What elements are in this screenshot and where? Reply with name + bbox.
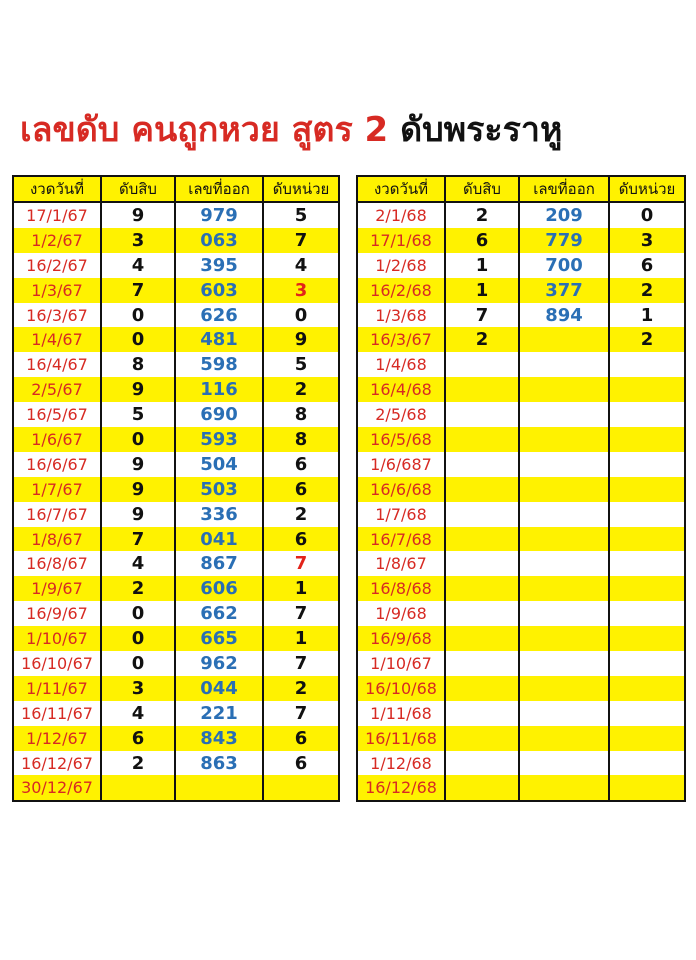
drawn-number-cell: [519, 751, 609, 776]
unit-digit-cell: [609, 775, 685, 801]
date-cell: 16/7/67: [13, 502, 101, 527]
ten-digit-cell: [445, 751, 519, 776]
drawn-number-cell: 041: [175, 527, 263, 552]
date-cell: 1/6/687: [357, 452, 445, 477]
table-row: [13, 303, 339, 328]
ten-digit-cell: 2: [445, 327, 519, 352]
date-cell: 16/3/67: [357, 327, 445, 352]
unit-digit-cell: 7: [263, 701, 339, 726]
drawn-number-cell: 063: [175, 228, 263, 253]
unit-digit-cell: [609, 377, 685, 402]
ten-digit-cell: 7: [445, 303, 519, 328]
ten-digit-cell: 8: [101, 352, 175, 377]
date-cell: 2/5/67: [13, 377, 101, 402]
table-row: [357, 601, 685, 626]
ten-digit-cell: [445, 452, 519, 477]
table-row: [357, 551, 685, 576]
date-cell: 16/12/67: [13, 751, 101, 776]
ten-digit-cell: [445, 551, 519, 576]
table-row: [13, 502, 339, 527]
drawn-number-cell: [519, 626, 609, 651]
drawn-number-cell: [519, 676, 609, 701]
unit-digit-cell: [609, 551, 685, 576]
table-row: [357, 477, 685, 502]
table-row: [357, 651, 685, 676]
date-cell: 1/3/68: [357, 303, 445, 328]
results-table-2568: [356, 175, 686, 802]
unit-digit-cell: 2: [263, 377, 339, 402]
header-ten-digit: ดับสิบ: [101, 176, 175, 202]
ten-digit-cell: 2: [101, 576, 175, 601]
unit-digit-cell: [609, 726, 685, 751]
ten-digit-cell: [445, 701, 519, 726]
table-row: [13, 601, 339, 626]
ten-digit-cell: 4: [101, 551, 175, 576]
date-cell: 1/11/67: [13, 676, 101, 701]
date-cell: 16/7/68: [357, 527, 445, 552]
table-row: [13, 751, 339, 776]
drawn-number-cell: [519, 477, 609, 502]
unit-digit-cell: [609, 402, 685, 427]
table-row: [13, 402, 339, 427]
date-cell: 16/2/67: [13, 253, 101, 278]
date-cell: 16/8/68: [357, 576, 445, 601]
date-cell: 16/6/67: [13, 452, 101, 477]
date-cell: 1/3/67: [13, 278, 101, 303]
unit-digit-cell: [609, 626, 685, 651]
drawn-number-cell: 606: [175, 576, 263, 601]
date-cell: 1/12/67: [13, 726, 101, 751]
table-row: [357, 303, 685, 328]
table-row: [13, 551, 339, 576]
date-cell: 1/12/68: [357, 751, 445, 776]
drawn-number-cell: 690: [175, 402, 263, 427]
drawn-number-cell: 843: [175, 726, 263, 751]
drawn-number-cell: [519, 527, 609, 552]
unit-digit-cell: [609, 701, 685, 726]
drawn-number-cell: 626: [175, 303, 263, 328]
ten-digit-cell: 2: [445, 202, 519, 228]
date-cell: 30/12/67: [13, 775, 101, 801]
drawn-number-cell: [519, 327, 609, 352]
drawn-number-cell: 979: [175, 202, 263, 228]
header-unit-digit: ดับหน่วย: [263, 176, 339, 202]
unit-digit-cell: 2: [263, 676, 339, 701]
table-row: [357, 701, 685, 726]
ten-digit-cell: 5: [101, 402, 175, 427]
date-cell: 1/9/68: [357, 601, 445, 626]
table-row: [357, 377, 685, 402]
drawn-number-cell: 395: [175, 253, 263, 278]
drawn-number-cell: [519, 701, 609, 726]
date-cell: 1/9/67: [13, 576, 101, 601]
unit-digit-cell: 6: [263, 527, 339, 552]
unit-digit-cell: 6: [263, 477, 339, 502]
date-cell: 16/11/67: [13, 701, 101, 726]
ten-digit-cell: [445, 651, 519, 676]
table-row: [357, 626, 685, 651]
drawn-number-cell: 209: [519, 202, 609, 228]
unit-digit-cell: 8: [263, 402, 339, 427]
table-row: [13, 477, 339, 502]
unit-digit-cell: 4: [263, 253, 339, 278]
table-row: [13, 726, 339, 751]
date-cell: 16/12/68: [357, 775, 445, 801]
ten-digit-cell: [445, 576, 519, 601]
drawn-number-cell: [519, 551, 609, 576]
header-drawn-number: เลขที่ออก: [175, 176, 263, 202]
table-header-row: [357, 176, 685, 202]
unit-digit-cell: 6: [263, 751, 339, 776]
drawn-number-cell: [519, 377, 609, 402]
ten-digit-cell: 0: [101, 427, 175, 452]
title-part-black: ดับพระราหู: [400, 110, 563, 150]
date-cell: 2/5/68: [357, 402, 445, 427]
table-row: [357, 751, 685, 776]
ten-digit-cell: 0: [101, 601, 175, 626]
unit-digit-cell: 5: [263, 202, 339, 228]
ten-digit-cell: [445, 377, 519, 402]
drawn-number-cell: 593: [175, 427, 263, 452]
date-cell: 16/10/68: [357, 676, 445, 701]
table-row: [357, 278, 685, 303]
table-row: [13, 253, 339, 278]
ten-digit-cell: 4: [101, 701, 175, 726]
date-cell: 1/11/68: [357, 701, 445, 726]
table-row: [357, 253, 685, 278]
unit-digit-cell: 7: [263, 551, 339, 576]
unit-digit-cell: [263, 775, 339, 801]
drawn-number-cell: 665: [175, 626, 263, 651]
date-cell: 16/8/67: [13, 551, 101, 576]
ten-digit-cell: [445, 527, 519, 552]
unit-digit-cell: 8: [263, 427, 339, 452]
table-row: [357, 775, 685, 801]
unit-digit-cell: 5: [263, 352, 339, 377]
drawn-number-cell: 336: [175, 502, 263, 527]
drawn-number-cell: [519, 452, 609, 477]
date-cell: 16/2/68: [357, 278, 445, 303]
table-row: [357, 202, 685, 228]
unit-digit-cell: [609, 427, 685, 452]
unit-digit-cell: 0: [263, 303, 339, 328]
table-row: [13, 701, 339, 726]
table-row: [357, 502, 685, 527]
unit-digit-cell: 2: [609, 327, 685, 352]
date-cell: 1/8/67: [357, 551, 445, 576]
ten-digit-cell: 1: [445, 253, 519, 278]
ten-digit-cell: 7: [101, 527, 175, 552]
date-cell: 1/4/67: [13, 327, 101, 352]
drawn-number-cell: 662: [175, 601, 263, 626]
unit-digit-cell: 6: [609, 253, 685, 278]
table-row: [357, 402, 685, 427]
table-row: [13, 626, 339, 651]
ten-digit-cell: 0: [101, 327, 175, 352]
ten-digit-cell: [445, 601, 519, 626]
page-title: [20, 105, 562, 155]
unit-digit-cell: 7: [263, 651, 339, 676]
unit-digit-cell: [609, 352, 685, 377]
table-row: [13, 352, 339, 377]
unit-digit-cell: [609, 676, 685, 701]
table-row: [13, 327, 339, 352]
ten-digit-cell: 0: [101, 626, 175, 651]
unit-digit-cell: 2: [609, 278, 685, 303]
date-cell: 1/2/68: [357, 253, 445, 278]
table-row: [357, 576, 685, 601]
date-cell: 16/11/68: [357, 726, 445, 751]
table-row: [357, 427, 685, 452]
unit-digit-cell: 6: [263, 452, 339, 477]
date-cell: 1/2/67: [13, 228, 101, 253]
ten-digit-cell: 9: [101, 452, 175, 477]
drawn-number-cell: 116: [175, 377, 263, 402]
table-row: [13, 676, 339, 701]
unit-digit-cell: [609, 477, 685, 502]
ten-digit-cell: 6: [101, 726, 175, 751]
drawn-number-cell: [519, 775, 609, 801]
ten-digit-cell: [445, 626, 519, 651]
ten-digit-cell: 3: [101, 228, 175, 253]
table-row: [357, 527, 685, 552]
ten-digit-cell: 3: [101, 676, 175, 701]
unit-digit-cell: [609, 576, 685, 601]
drawn-number-cell: 598: [175, 352, 263, 377]
drawn-number-cell: 377: [519, 278, 609, 303]
table-row: [357, 327, 685, 352]
ten-digit-cell: 7: [101, 278, 175, 303]
unit-digit-cell: 9: [263, 327, 339, 352]
drawn-number-cell: 504: [175, 452, 263, 477]
header-ten-digit: ดับสิบ: [445, 176, 519, 202]
drawn-number-cell: 700: [519, 253, 609, 278]
unit-digit-cell: 3: [609, 228, 685, 253]
drawn-number-cell: 867: [175, 551, 263, 576]
table-row: [13, 775, 339, 801]
ten-digit-cell: 9: [101, 377, 175, 402]
ten-digit-cell: [445, 775, 519, 801]
date-cell: 1/7/68: [357, 502, 445, 527]
table-row: [13, 651, 339, 676]
ten-digit-cell: [445, 402, 519, 427]
ten-digit-cell: 9: [101, 477, 175, 502]
unit-digit-cell: 1: [263, 576, 339, 601]
drawn-number-cell: 603: [175, 278, 263, 303]
date-cell: 1/4/68: [357, 352, 445, 377]
drawn-number-cell: 779: [519, 228, 609, 253]
date-cell: 16/6/68: [357, 477, 445, 502]
ten-digit-cell: 0: [101, 303, 175, 328]
date-cell: 1/8/67: [13, 527, 101, 552]
unit-digit-cell: 7: [263, 601, 339, 626]
drawn-number-cell: 894: [519, 303, 609, 328]
unit-digit-cell: [609, 601, 685, 626]
unit-digit-cell: [609, 651, 685, 676]
header-drawn-number: เลขที่ออก: [519, 176, 609, 202]
table-row: [13, 278, 339, 303]
drawn-number-cell: 044: [175, 676, 263, 701]
drawn-number-cell: 481: [175, 327, 263, 352]
table-header-row: [13, 176, 339, 202]
unit-digit-cell: [609, 452, 685, 477]
unit-digit-cell: 6: [263, 726, 339, 751]
date-cell: 1/7/67: [13, 477, 101, 502]
header-unit-digit: ดับหน่วย: [609, 176, 685, 202]
date-cell: 16/4/68: [357, 377, 445, 402]
drawn-number-cell: [519, 651, 609, 676]
ten-digit-cell: 6: [445, 228, 519, 253]
table-row: [357, 228, 685, 253]
date-cell: 1/6/67: [13, 427, 101, 452]
ten-digit-cell: [445, 502, 519, 527]
unit-digit-cell: 2: [263, 502, 339, 527]
table-row: [13, 202, 339, 228]
date-cell: 16/9/67: [13, 601, 101, 626]
date-cell: 1/10/67: [357, 651, 445, 676]
date-cell: 17/1/67: [13, 202, 101, 228]
drawn-number-cell: [519, 502, 609, 527]
drawn-number-cell: [519, 427, 609, 452]
ten-digit-cell: 2: [101, 751, 175, 776]
table-row: [13, 377, 339, 402]
table-row: [13, 576, 339, 601]
ten-digit-cell: [445, 352, 519, 377]
ten-digit-cell: [445, 726, 519, 751]
results-table-2567: [12, 175, 340, 802]
drawn-number-cell: [519, 726, 609, 751]
date-cell: 2/1/68: [357, 202, 445, 228]
drawn-number-cell: [519, 576, 609, 601]
table-row: [357, 452, 685, 477]
ten-digit-cell: [445, 427, 519, 452]
date-cell: 17/1/68: [357, 228, 445, 253]
unit-digit-cell: 1: [609, 303, 685, 328]
ten-digit-cell: [101, 775, 175, 801]
ten-digit-cell: 4: [101, 253, 175, 278]
unit-digit-cell: [609, 502, 685, 527]
table-row: [357, 676, 685, 701]
date-cell: 16/3/67: [13, 303, 101, 328]
date-cell: 16/9/68: [357, 626, 445, 651]
drawn-number-cell: 221: [175, 701, 263, 726]
drawn-number-cell: 962: [175, 651, 263, 676]
drawn-number-cell: [519, 601, 609, 626]
drawn-number-cell: [175, 775, 263, 801]
date-cell: 16/5/68: [357, 427, 445, 452]
unit-digit-cell: 0: [609, 202, 685, 228]
table-row: [357, 352, 685, 377]
unit-digit-cell: 1: [263, 626, 339, 651]
date-cell: 16/4/67: [13, 352, 101, 377]
table-row: [13, 228, 339, 253]
date-cell: 16/10/67: [13, 651, 101, 676]
header-date: งวดวันที่: [13, 176, 101, 202]
table-row: [13, 452, 339, 477]
ten-digit-cell: 9: [101, 502, 175, 527]
drawn-number-cell: 863: [175, 751, 263, 776]
unit-digit-cell: 3: [263, 278, 339, 303]
title-part-red: เลขดับ คนถูกหวย สูตร 2: [20, 110, 389, 150]
unit-digit-cell: 7: [263, 228, 339, 253]
drawn-number-cell: [519, 352, 609, 377]
unit-digit-cell: [609, 527, 685, 552]
header-date: งวดวันที่: [357, 176, 445, 202]
drawn-number-cell: [519, 402, 609, 427]
table-row: [13, 527, 339, 552]
ten-digit-cell: 1: [445, 278, 519, 303]
table-row: [13, 427, 339, 452]
date-cell: 1/10/67: [13, 626, 101, 651]
unit-digit-cell: [609, 751, 685, 776]
date-cell: 16/5/67: [13, 402, 101, 427]
ten-digit-cell: 0: [101, 651, 175, 676]
ten-digit-cell: [445, 676, 519, 701]
drawn-number-cell: 503: [175, 477, 263, 502]
table-row: [357, 726, 685, 751]
ten-digit-cell: [445, 477, 519, 502]
ten-digit-cell: 9: [101, 202, 175, 228]
